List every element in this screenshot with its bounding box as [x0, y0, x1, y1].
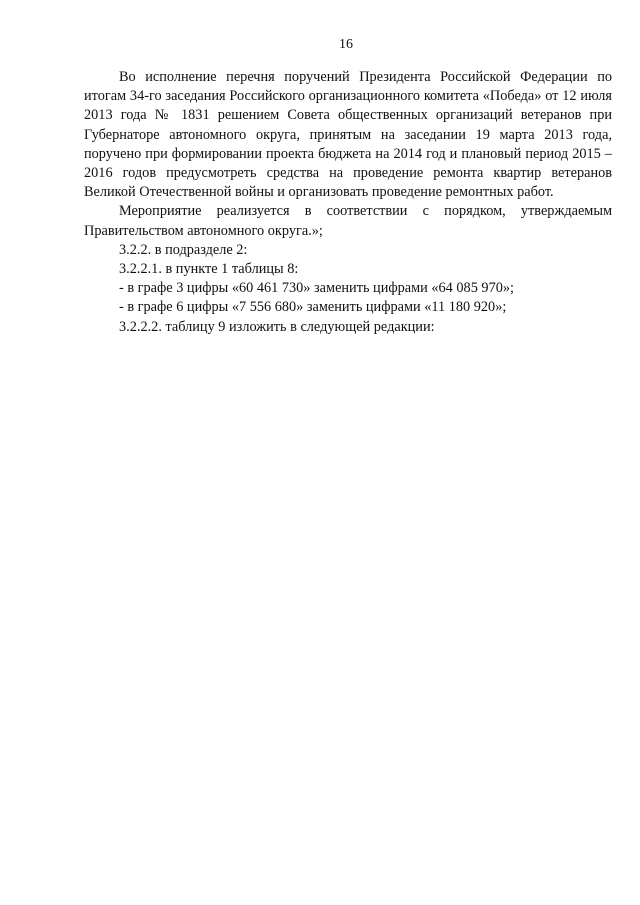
amendment-column-6: - в графе 6 цифры «7 556 680» заменить цифрами «11 180 920»;: [119, 299, 507, 316]
paragraph-implementation-order: Мероприятие реализуется в соответствии с порядком, утверждаемым Правительством автономного округа.»;: [84, 203, 612, 239]
document-body: [84, 68, 612, 337]
amendment-item-1-table-8: 3.2.2.1. в пункте 1 таблицы 8:: [119, 261, 299, 278]
amendment-table-9: 3.2.2.2. таблицу 9 изложить в следующей редакции:: [119, 318, 435, 335]
amendment-subsection-2: 3.2.2. в подразделе 2:: [119, 241, 248, 258]
page-number: 16: [339, 37, 353, 52]
paragraph-veterans-housing: Во исполнение перечня поручений Президента Российской Федерации по итогам 34-го заседания Российского организационного комитета «Победа» от 12 июля 2013 года № 1831 решением Совета общественных организаций ветеранов при Губернаторе автономного округа, принятым на заседании 19 марта 2013 года, поручено при формировании проекта бюджета на 2014 год и плановый период 2015 – 2016 годов предусмотреть средства на проведение ремонта квартир ветеранов Великой Отечественной войны и организовать проведение ремонтных работ.: [84, 69, 612, 201]
amendment-column-3: - в графе 3 цифры «60 461 730» заменить цифрами «64 085 970»;: [119, 280, 514, 297]
